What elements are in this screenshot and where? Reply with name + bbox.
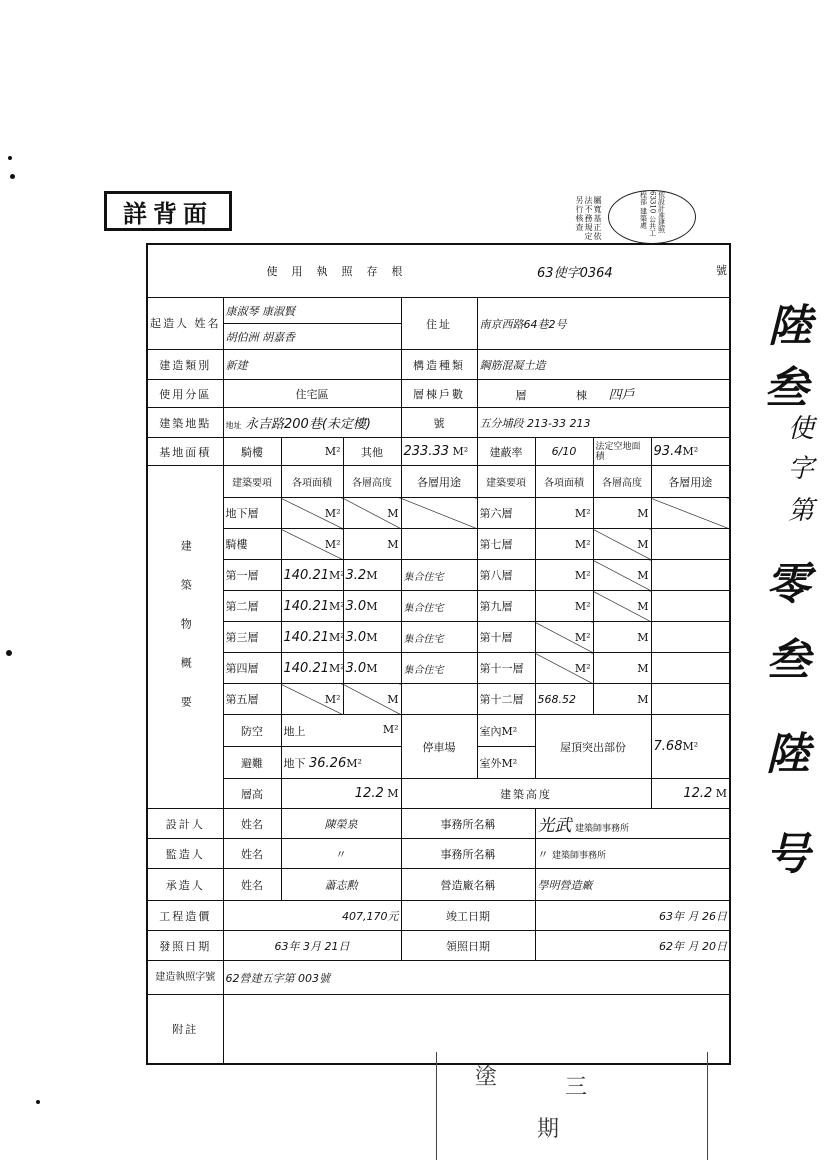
floor-height: M xyxy=(593,684,651,715)
floor-use xyxy=(651,498,730,529)
floor-use xyxy=(651,653,730,684)
footer-stamp-char: 塗 xyxy=(475,1065,498,1090)
floor-use: 集合住宅 xyxy=(401,622,477,653)
supervisor-office: 〃 建築師事務所 xyxy=(535,839,730,869)
arcade-unit: M² xyxy=(281,438,343,466)
legal-area-value: 93.4M² xyxy=(651,438,730,466)
floor-area: M² xyxy=(535,560,593,591)
legal-area-label: 法定空地面積 xyxy=(593,438,651,466)
floor-height: M xyxy=(343,498,401,529)
side-char: 字 xyxy=(787,454,814,484)
builder-firm-label: 營造廠名稱 xyxy=(401,869,535,901)
side-char: 陸 xyxy=(768,301,812,352)
floors-count: 層 棟 四戶 xyxy=(477,380,730,408)
cost-value: 407,170元 xyxy=(223,901,401,931)
zone-label: 使用分區 xyxy=(147,380,223,408)
designer-office-label: 事務所名稱 xyxy=(401,809,535,839)
floor-use xyxy=(651,591,730,622)
floor-name: 第一層 xyxy=(223,560,281,591)
category-label: 建造類別 xyxy=(147,350,223,380)
location-value: 地址 永吉路200巷(未定樓) xyxy=(223,408,401,438)
form-title: 使用執照存根 xyxy=(147,244,535,298)
structure-value: 鋼筋混凝土造 xyxy=(477,350,730,380)
floor-area: M² xyxy=(281,529,343,560)
floor-use xyxy=(651,622,730,653)
structure-label: 構造種類 xyxy=(401,350,477,380)
cost-label: 工程造價 xyxy=(147,901,223,931)
floor-name: 第二層 xyxy=(223,591,281,622)
receive-value: 62年 月 20日 xyxy=(535,931,730,961)
floor-area: M² xyxy=(535,529,593,560)
col-area-right: 各項面積 xyxy=(535,466,593,498)
floor-area: M² xyxy=(535,591,593,622)
scan-speck xyxy=(6,650,12,656)
floor-height: M xyxy=(593,560,651,591)
designer-label: 設計人 xyxy=(147,809,223,839)
other-area: 233.33 M² xyxy=(401,438,477,466)
address-value: 南京西路64巷2号 xyxy=(477,298,730,350)
floor-use xyxy=(651,560,730,591)
shelter-below: 地下 36.26M² xyxy=(281,747,401,779)
parking-outdoor: 室外M² xyxy=(477,747,535,779)
category-value: 新建 xyxy=(223,350,401,380)
parking-label: 停車場 xyxy=(401,715,477,779)
detail-on-back-stamp: 詳背面 xyxy=(104,191,232,231)
permit-value: 62營建五字第 003號 xyxy=(223,961,730,995)
floor-area: M² xyxy=(535,622,593,653)
footer-stamp xyxy=(436,1052,708,1160)
vertical-note: 屬寬基正依法不務規定另行核查 xyxy=(575,196,602,241)
floor-use: 集合住宅 xyxy=(401,560,477,591)
builder-label: 承造人 xyxy=(147,869,223,901)
shelter-above: 地上 M² xyxy=(281,715,401,747)
floor-area: 140.21M² xyxy=(281,622,343,653)
floor-area: 140.21M² xyxy=(281,653,343,684)
floor-area: M² xyxy=(281,684,343,715)
coverage-label: 建蔽率 xyxy=(477,438,535,466)
floor-height: M xyxy=(593,591,651,622)
col-item: 建築要項 xyxy=(223,466,281,498)
col-use-right: 各層用途 xyxy=(651,466,730,498)
floor-height: M xyxy=(593,622,651,653)
floor-height: 3.0M xyxy=(343,653,401,684)
roof-label: 屋頂突出部份 xyxy=(535,715,651,779)
scan-speck xyxy=(10,174,15,179)
completion-label: 竣工日期 xyxy=(401,901,535,931)
evacuation-label: 避難 xyxy=(223,747,281,779)
floor-use xyxy=(651,684,730,715)
col-area: 各項面積 xyxy=(281,466,343,498)
floor-name: 第九層 xyxy=(477,591,535,622)
floor-name: 第十二層 xyxy=(477,684,535,715)
floors-label: 層棟戶數 xyxy=(401,380,477,408)
floor-name: 第十一層 xyxy=(477,653,535,684)
completion-value: 63年 月 26日 xyxy=(535,901,730,931)
floor-name: 第四層 xyxy=(223,653,281,684)
floor-use xyxy=(401,498,477,529)
floor-area: 568.52 xyxy=(535,684,593,715)
floor-use xyxy=(651,529,730,560)
designer-office: 光武 建築師事務所 xyxy=(535,809,730,839)
side-char: 使 xyxy=(787,414,814,444)
owner-name-1: 康淑琴 康淑賢 xyxy=(223,298,401,324)
coverage-value: 6/10 xyxy=(535,438,593,466)
circle-seal: 依設計准建照 63310 公共工程部 建築處 xyxy=(608,190,696,244)
issue-label: 發照日期 xyxy=(147,931,223,961)
floor-name: 第六層 xyxy=(477,498,535,529)
floor-name: 地下層 xyxy=(223,498,281,529)
location-label: 建築地點 xyxy=(147,408,223,438)
floor-area: M² xyxy=(535,498,593,529)
floor-height: 3.0M xyxy=(343,591,401,622)
supervisor-office-label: 事務所名稱 xyxy=(401,839,535,869)
floor-use: 集合住宅 xyxy=(401,591,477,622)
floor-name: 騎樓 xyxy=(223,529,281,560)
floor-height: M xyxy=(593,653,651,684)
scan-speck xyxy=(8,156,12,160)
supervisor-label: 監造人 xyxy=(147,839,223,869)
floor-height: M xyxy=(593,498,651,529)
footer-stamp-char: 三 xyxy=(565,1075,588,1100)
receive-label: 領照日期 xyxy=(401,931,535,961)
col-use: 各層用途 xyxy=(401,466,477,498)
builder-name-label: 姓名 xyxy=(223,869,281,901)
side-char: 零 xyxy=(766,559,810,610)
floor-use xyxy=(401,684,477,715)
owner-label: 起造人 姓名 xyxy=(147,298,223,350)
col-height: 各層高度 xyxy=(343,466,401,498)
floor-name: 第七層 xyxy=(477,529,535,560)
parking-indoor: 室內M² xyxy=(477,715,535,747)
building-height-label: 建築高度 xyxy=(401,779,651,809)
license-number: 63使字0364 號 xyxy=(535,244,730,298)
floor-height: M xyxy=(343,529,401,560)
floor-name: 第八層 xyxy=(477,560,535,591)
floor-height: M xyxy=(343,684,401,715)
building-height-value: 12.2 M xyxy=(651,779,730,809)
floor-height: 3.2M xyxy=(343,560,401,591)
footer-stamp-char: 期 xyxy=(537,1117,560,1142)
other-label: 其他 xyxy=(343,438,401,466)
zone-value: 住宅區 xyxy=(223,380,401,408)
side-char: 叁 xyxy=(764,363,808,414)
supervisor-name-label: 姓名 xyxy=(223,839,281,869)
arcade-label: 騎樓 xyxy=(223,438,281,466)
floor-name: 第十層 xyxy=(477,622,535,653)
supervisor-name: 〃 xyxy=(281,839,401,869)
builder-name: 蕭志勲 xyxy=(281,869,401,901)
building-summary-label: 建築物概要 xyxy=(147,466,223,809)
floor-use xyxy=(401,529,477,560)
use-license-stub-form xyxy=(146,243,731,1065)
designer-name: 陳榮泉 xyxy=(281,809,401,839)
base-area-label: 基地面積 xyxy=(147,438,223,466)
col-item-right: 建築要項 xyxy=(477,466,535,498)
shelter-label: 防空 xyxy=(223,715,281,747)
floor-area: M² xyxy=(535,653,593,684)
floor-area: 140.21M² xyxy=(281,591,343,622)
builder-firm: 學明營造廠 xyxy=(535,869,730,901)
lot-label: 號 xyxy=(401,408,477,438)
issue-value: 63年 3月 21日 xyxy=(223,931,401,961)
floor-name: 第三層 xyxy=(223,622,281,653)
story-height-value: 12.2 M xyxy=(281,779,401,809)
designer-name-label: 姓名 xyxy=(223,809,281,839)
scan-speck xyxy=(36,1100,40,1104)
roof-value: 7.68M² xyxy=(651,715,730,779)
permit-label: 建造執照字號 xyxy=(147,961,223,995)
floor-name: 第五層 xyxy=(223,684,281,715)
floor-area: M² xyxy=(281,498,343,529)
notes-label: 附註 xyxy=(147,995,223,1065)
floor-height: 3.0M xyxy=(343,622,401,653)
side-char: 号 xyxy=(766,829,810,880)
floor-use: 集合住宅 xyxy=(401,653,477,684)
floor-height: M xyxy=(593,529,651,560)
lot-value: 五分埔段 213-33 213 xyxy=(477,408,730,438)
story-height-label: 層高 xyxy=(223,779,281,809)
owner-name-2: 胡伯洲 胡嘉香 xyxy=(223,324,401,350)
address-label: 住址 xyxy=(401,298,477,350)
side-char: 陸 xyxy=(766,729,810,780)
side-char: 叁 xyxy=(766,635,810,686)
col-height-right: 各層高度 xyxy=(593,466,651,498)
side-char: 第 xyxy=(787,496,814,526)
floor-area: 140.21M² xyxy=(281,560,343,591)
